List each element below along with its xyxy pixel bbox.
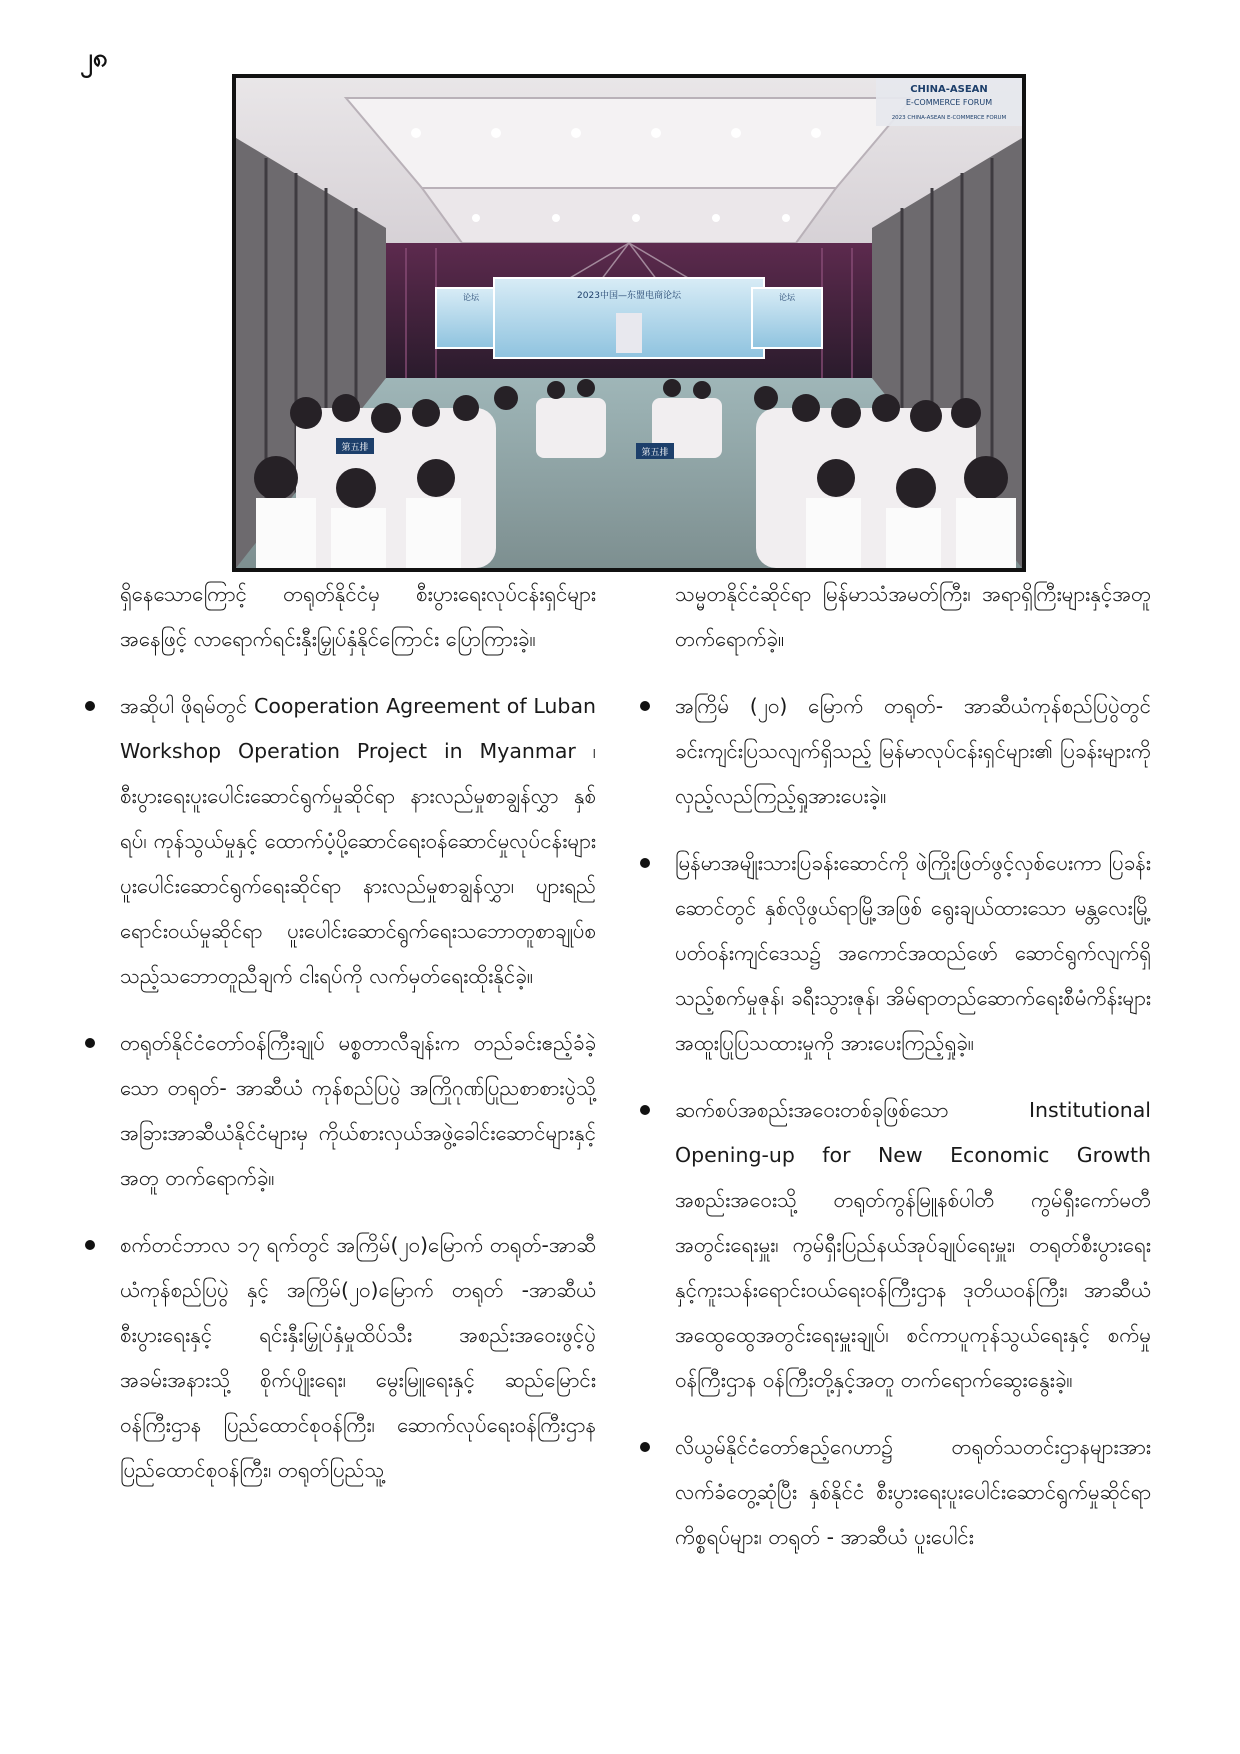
list-item: စက်တင်ဘာလ ၁၇ ရက်တွင် အကြိမ်(၂၀)မြောက် တရုတ်-အာဆီယံကုန်စည်ပြပွဲ နှင့် အကြိမ်(၂၀)မြောက် တရုတ် -အာဆီယံစီးပွားရေးနှင့် ရင်းနှီးမြှုပ်နှံမှုထိပ်သီး အစည်းအဝေးဖွင့်ပွဲအခမ်းအနားသို့ စိုက်ပျိုးရေး၊ မွေးမြူရေးနှင့် ဆည်မြောင်းဝန်ကြီးဌာန ပြည်ထောင်စုဝန်ကြီး၊ ဆောက်လုပ်ရေးဝန်ကြီးဌာန ပြည်ထောင်စုဝန်ကြီး၊ တရုတ်ပြည်သူ့: [120, 1223, 596, 1493]
list-item: တရုတ်နိုင်ငံတော်ဝန်ကြီးချုပ် မစ္စတာလီချန်းက တည်ခင်းဧည့်ခံခဲ့သော တရုတ်- အာဆီယံ ကုန်စည်ပြပွဲ အကြိုဂုဏ်ပြုညစာစားပွဲသို့ အခြားအာဆီယံနိုင်ငံများမှ ကိုယ်စားလှယ်အဖွဲ့ခေါင်းဆောင်များနှင့်အတူ တက်ရောက်ခဲ့။: [120, 1021, 596, 1201]
right-bullet-list: [675, 684, 1151, 1560]
forum-photo: [232, 74, 1026, 572]
side-screen-label-right: 论坛: [779, 293, 795, 302]
page-number: ၂၈: [80, 43, 108, 73]
banner-line2: E-COMMERCE FORUM: [905, 98, 993, 107]
intro-paragraph: ရှိနေသောကြောင့် တရုတ်နိုင်ငံမှ စီးပွားရေးလုပ်ငန်းရှင်များအနေဖြင့် လာရောက်ရင်းနှီးမြှုပ်နှံနိုင်ကြောင်း ပြောကြားခဲ့။: [120, 582, 596, 651]
right-column: [675, 572, 1151, 1582]
screen-center-title: 2023中国—东盟电商论坛: [577, 291, 681, 301]
left-bullet-list: [120, 684, 596, 1493]
list-item: အဆိုပါ ဖိုရမ်တွင် Cooperation Agreement of Luban Workshop Operation Project in Myanmar ၊ စီးပွားရေးပူးပေါင်းဆောင်ရွက်မှုဆိုင်ရာ နားလည်မှုစာချွန်လွှာ နှစ်ရပ်၊ ကုန်သွယ်မှုနှင့် ထောက်ပံ့ပို့ဆောင်ရေးဝန်ဆောင်မှုလုပ်ငန်းများ ပူးပေါင်းဆောင်ရွက်ရေးဆိုင်ရာ နားလည်မှုစာချွန်လွှာ၊ ပျားရည်ရောင်းဝယ်မှုဆိုင်ရာ ပူးပေါင်းဆောင်ရွက်ရေးသဘောတူစာချုပ်စသည့်သဘောတူညီချက် ငါးရပ်ကို လက်မှတ်ရေးထိုးနိုင်ခဲ့။: [120, 684, 596, 999]
side-screen-label-left: 论坛: [463, 293, 479, 302]
banner-line3: 2023 CHINA-ASEAN E-COMMERCE FORUM: [891, 115, 1007, 121]
left-column: [120, 572, 596, 1515]
seat-sign-right: 第五排: [641, 448, 669, 458]
seat-sign-left: 第五排: [341, 443, 369, 453]
list-item: အကြိမ် (၂၀) မြောက် တရုတ်- အာဆီယံကုန်စည်ပြပွဲတွင် ခင်းကျင်းပြသလျက်ရှိသည့် မြန်မာလုပ်ငန်းရှင်များ၏ ပြခန်းများကို လှည့်လည်ကြည့်ရှုအားပေးခဲ့။: [675, 684, 1151, 819]
list-item: မြန်မာအမျိုးသားပြခန်းဆောင်ကို ဖဲကြိုးဖြတ်ဖွင့်လှစ်ပေးကာ ပြခန်းဆောင်တွင် နှစ်လိုဖွယ်ရာမြို့အဖြစ် ရွေးချယ်ထားသော မန္တလေးမြို့ပတ်ဝန်းကျင်ဒေသ၌ အကောင်အထည်ဖော် ဆောင်ရွက်လျက်ရှိသည့်စက်မှုဇုန်၊ ခရီးသွားဇုန်၊ အိမ်ရာတည်ဆောက်ရေးစီမံကိန်းများ အထူးပြုပြသထားမှုကို အားပေးကြည့်ရှုခဲ့။: [675, 841, 1151, 1066]
list-item: ဆက်စပ်အစည်းအဝေးတစ်ခုဖြစ်သော Institutional Opening-up for New Economic Growth အစည်းအဝေးသို့ တရုတ်ကွန်မြူနစ်ပါတီ ကွမ်ရှီးကော်မတီအတွင်းရေးမှူး၊ ကွမ်ရှီးပြည်နယ်အုပ်ချုပ်ရေးမှူး၊ တရုတ်စီးပွားရေးနှင့်ကူးသန်းရောင်းဝယ်ရေးဝန်ကြီးဌာန ဒုတိယဝန်ကြီး၊ အာဆီယံအထွေထွေအတွင်းရေးမှူးချုပ်၊ စင်ကာပူကုန်သွယ်ရေးနှင့် စက်မှုဝန်ကြီးဌာန ဝန်ကြီးတို့နှင့်အတူ တက်ရောက်ဆွေးနွေးခဲ့။: [675, 1088, 1151, 1403]
list-item: လိယွမ်နိုင်ငံတော်ဧည့်ဂေဟာ၌ တရုတ်သတင်းဌာနများအား လက်ခံတွေ့ဆုံပြီး နှစ်နိုင်ငံ စီးပွားရေးပူးပေါင်းဆောင်ရွက်မှုဆိုင်ရာကိစ္စရပ်များ၊ တရုတ် - အာဆီယံ ပူးပေါင်း: [675, 1425, 1151, 1560]
continuation-paragraph: သမ္မတနိုင်ငံဆိုင်ရာ မြန်မာသံအမတ်ကြီး၊ အရာရှိကြီးများနှင့်အတူ တက်ရောက်ခဲ့။: [675, 582, 1151, 651]
banner-line1: CHINA-ASEAN: [910, 84, 988, 95]
